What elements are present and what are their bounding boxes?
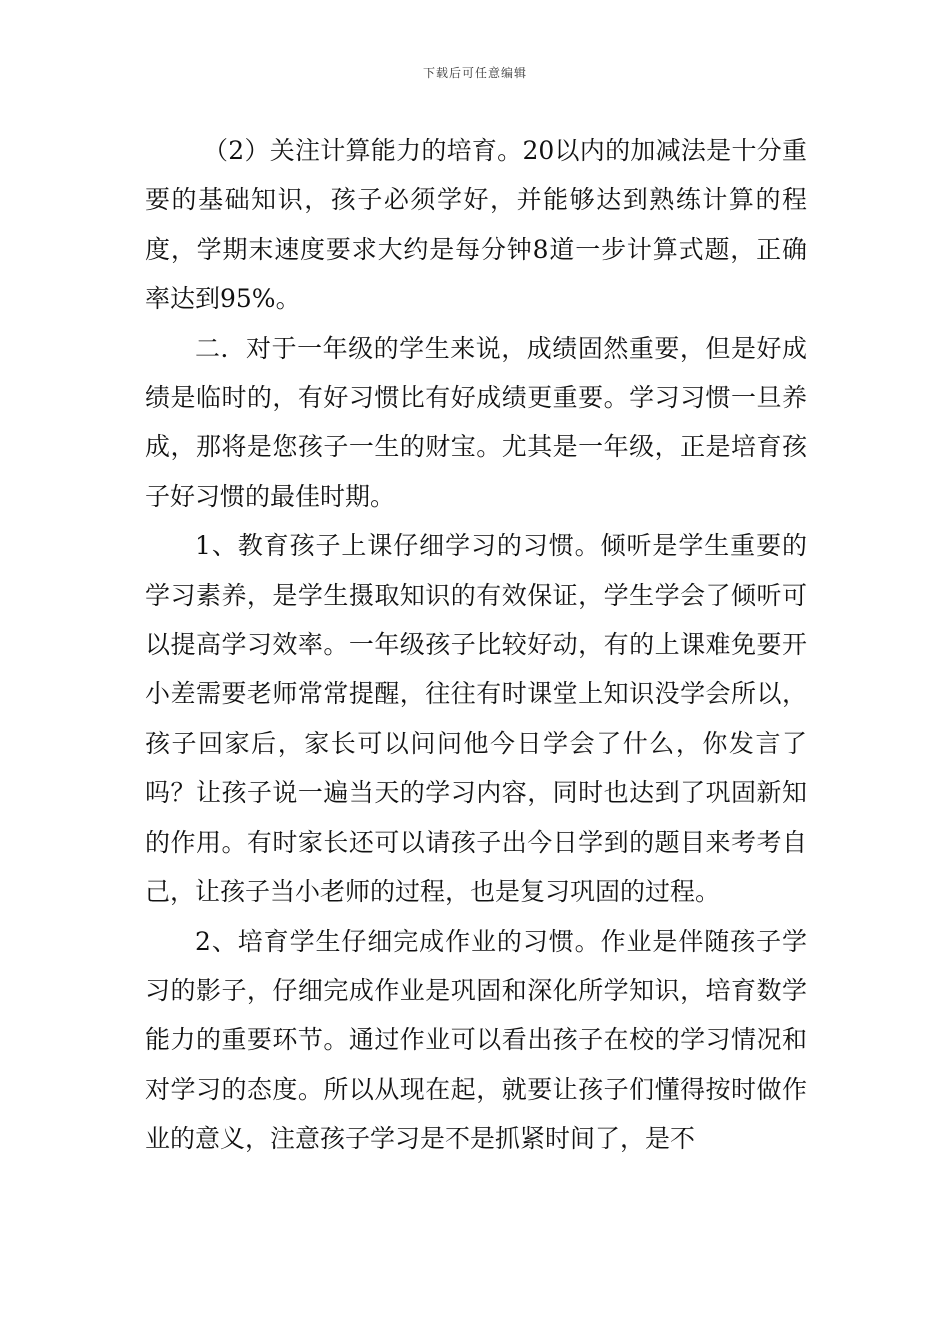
page-header: 下载后可任意编辑 bbox=[422, 66, 527, 80]
paragraph-listening-habit: 1、教育孩子上课仔细学习的习惯。倾听是学生重要的学习素养，是学生摄取知识的有效保证，学生学会了倾听可以提高学习效率。一年级孩子比较好动，有的上课难免要开小差需要老师常常提醒，往往有时课堂上知识没学会所以，孩子回家后，家长可以问问他今日学会了什么，你发言了吗？让孩子说一遍当天的学习内容，同时也达到了巩固新知的作用。有时家长还可以请孩子出今日学到的题目来考考自己，让孩子当小老师的过程，也是复习巩固的过程。 bbox=[145, 531, 807, 907]
document-body bbox=[145, 126, 807, 1164]
paragraph-good-habits: 二．对于一年级的学生来说，成绩固然重要，但是好成绩是临时的，有好习惯比有好成绩更重要。学习习惯一旦养成，那将是您孩子一生的财宝。尤其是一年级，正是培育孩子好习惯的最佳时期。 bbox=[145, 333, 807, 511]
paragraph-homework-habit: 2、培育学生仔细完成作业的习惯。作业是伴随孩子学习的影子，仔细完成作业是巩固和深化所学知识，培育数学能力的重要环节。通过作业可以看出孩子在校的学习情况和对学习的态度。所以从现在起，就要让孩子们懂得按时做作业的意义，注意孩子学习是不是抓紧时间了，是不 bbox=[145, 926, 807, 1154]
paragraph-calculation-ability: （2）关注计算能力的培育。20以内的加减法是十分重要的基础知识，孩子必须学好，并能够达到熟练计算的程度，学期末速度要求大约是每分钟8道一步计算式题，正确率达到95%。 bbox=[145, 136, 807, 314]
